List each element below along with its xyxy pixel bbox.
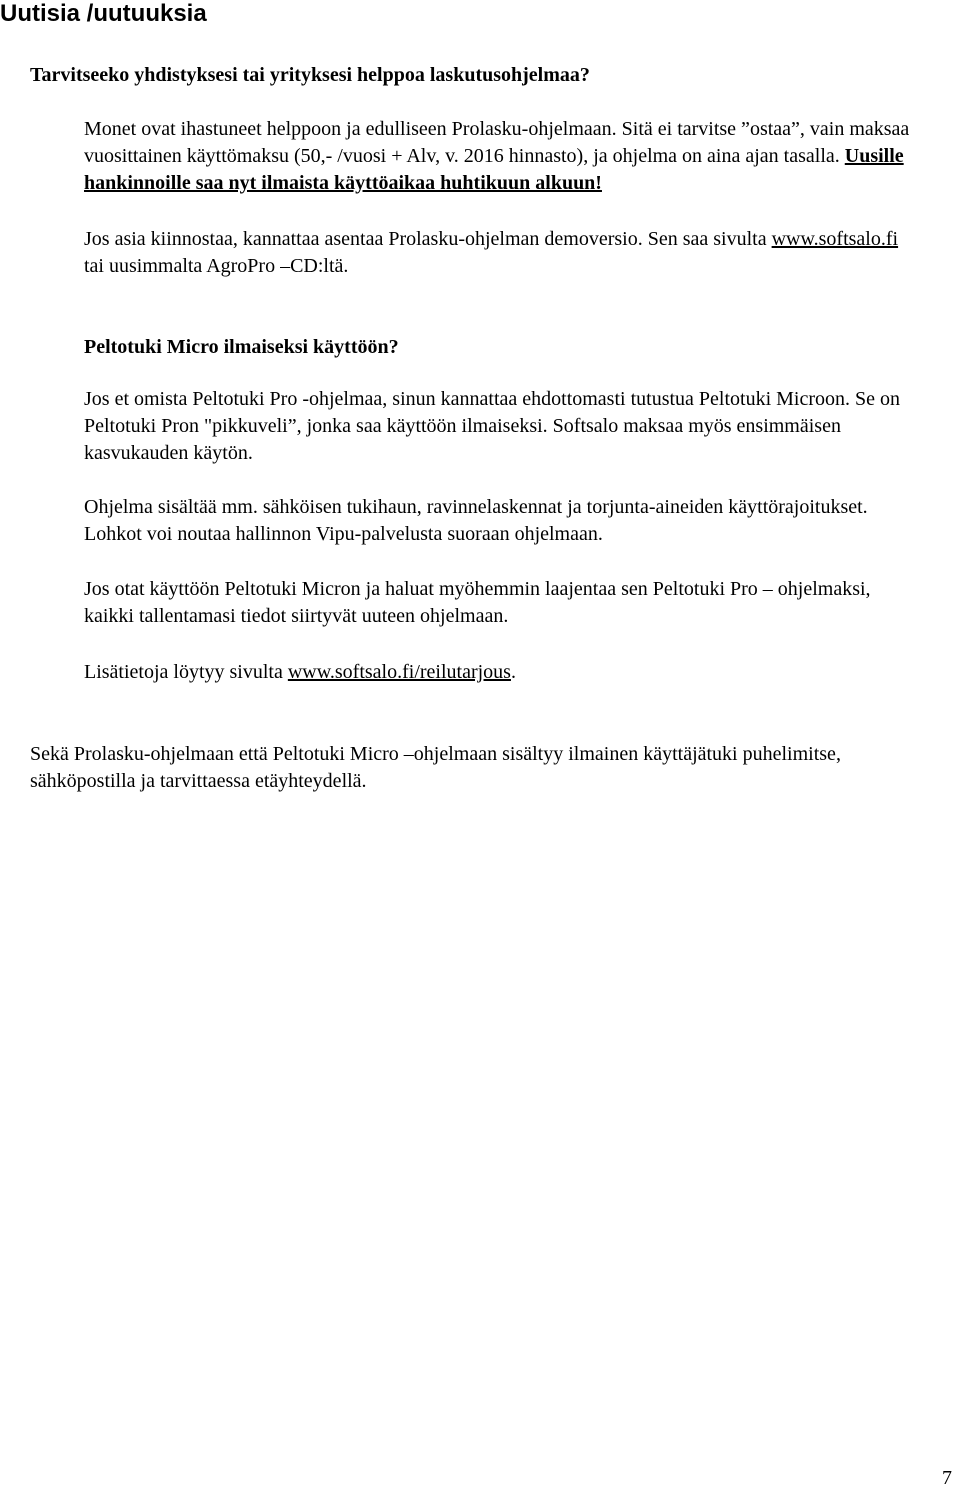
laskutus-heading: Tarvitseeko yhdistyksesi tai yrityksesi helppoa laskutusohjelmaa? [30, 64, 590, 86]
peltotuki-info-end: . [510, 661, 516, 683]
peltotuki-heading: Peltotuki Micro ilmaiseksi käyttöön? [84, 336, 399, 358]
support-paragraph: Sekä Prolasku-ohjelmaan että Peltotuki Micro –ohjelmaan sisältyy ilmainen käyttäjätuki puhelimitse, sähköpostilla ja tarvittaessa etäyhteydellä. [30, 743, 841, 792]
softsalo-link[interactable]: www.softsalo.fi [771, 228, 899, 250]
reilutarjous-link[interactable]: www.softsalo.fi/reilutarjous [287, 661, 511, 683]
laskutus-demo-paragraph [84, 226, 914, 280]
laskutus-intro-text: Monet ovat ihastuneet helppoon ja edulliseen Prolasku-ohjelmaan. Sitä ei tarvitse ”ostaa”, vain maksaa vuosittainen käyttömaksu (50,- /vuosi + Alv, v. 2016 hinnasto), ja ohjelma on aina ajan tasalla. [84, 118, 910, 167]
peltotuki-paragraph-1: Jos et omista Peltotuki Pro -ohjelmaa, sinun kannattaa ehdottomasti tutustua Peltotuki Microon. Se on Peltotuki Pron "pikkuveli”, jonka saa käyttöön ilmaiseksi. Softsalo maksaa myös ensimmäisen kasvukauden käytön. [84, 388, 901, 464]
laskutus-offer-text: Uusille hankinnoille saa nyt ilmaista käyttöaikaa huhtikuun alkuun! [84, 145, 904, 194]
peltotuki-paragraph-3: Jos otat käyttöön Peltotuki Micron ja haluat myöhemmin laajentaa sen Peltotuki Pro – ohjelmaksi, kaikki tallentamasi tiedot siirtyvät uuteen ohjelmaan. [84, 578, 871, 627]
laskutus-demo-text-end: tai uusimmalta AgroPro –CD:ltä. [84, 255, 349, 277]
peltotuki-paragraph-2: Ohjelma sisältää mm. sähköisen tukihaun, ravinnelaskennat ja torjunta-aineiden käyttörajoitukset. Lohkot voi noutaa hallinnon Vipu-palvelusta suoraan ohjelmaan. [84, 496, 868, 545]
page-title: Uutisia /uutuuksia [0, 0, 207, 27]
laskutus-intro-paragraph [84, 116, 944, 197]
peltotuki-info-text: Lisätietoja löytyy sivulta [84, 661, 288, 683]
peltotuki-info-paragraph [84, 659, 944, 686]
laskutus-demo-text: Jos asia kiinnostaa, kannattaa asentaa Prolasku-ohjelman demoversio. Sen saa sivulta [84, 228, 767, 250]
page-number: 7 [942, 1467, 952, 1489]
